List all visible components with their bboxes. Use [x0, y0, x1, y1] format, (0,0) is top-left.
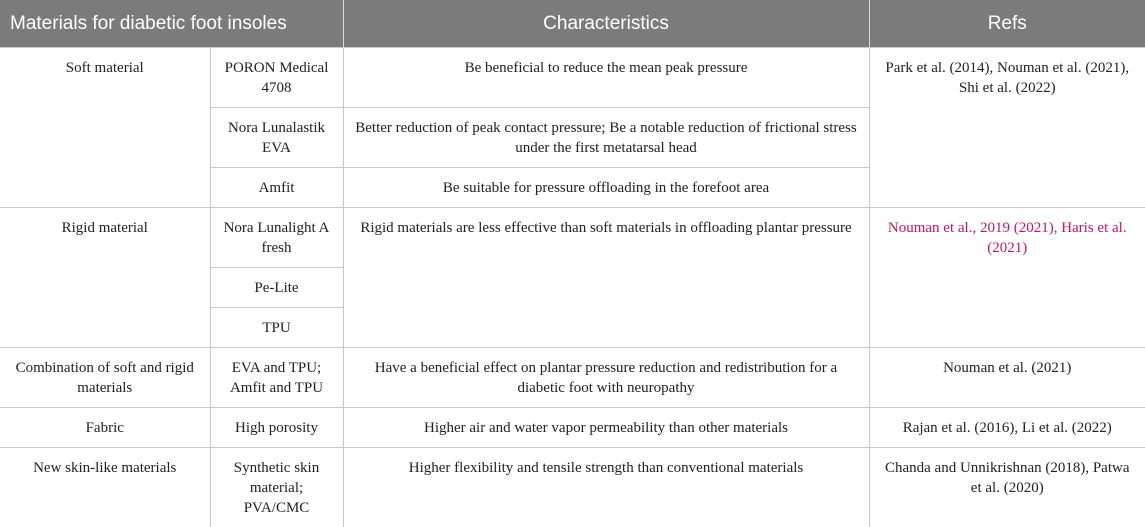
category-cell: New skin-like materials	[0, 448, 210, 527]
characteristic-cell: Rigid materials are less effective than soft materials in offloading plantar pressure	[343, 208, 869, 348]
material-cell: EVA and TPU; Amfit and TPU	[210, 348, 343, 408]
table-row	[0, 408, 1145, 448]
refs-cell: Nouman et al. (2021)	[869, 348, 1145, 408]
material-cell: Pe-Lite	[210, 268, 343, 308]
refs-cell: Park et al. (2014), Nouman et al. (2021), Shi et al. (2022)	[869, 48, 1145, 208]
header-materials: Materials for diabetic foot insoles	[0, 0, 343, 48]
header-characteristics: Characteristics	[343, 0, 869, 48]
refs-link[interactable]: Nouman et al., 2019 (2021), Haris et al. (2021)	[869, 208, 1145, 348]
category-cell: Rigid material	[0, 208, 210, 348]
material-cell: Synthetic skin material; PVA/CMC	[210, 448, 343, 527]
material-cell: Nora Lunalastik EVA	[210, 108, 343, 168]
table-row	[0, 348, 1145, 408]
category-cell: Combination of soft and rigid materials	[0, 348, 210, 408]
characteristic-cell: Higher flexibility and tensile strength than conventional materials	[343, 448, 869, 527]
table-row	[0, 448, 1145, 527]
refs-cell: Rajan et al. (2016), Li et al. (2022)	[869, 408, 1145, 448]
characteristic-cell: Have a beneficial effect on plantar pressure reduction and redistribution for a diabetic foot with neuropathy	[343, 348, 869, 408]
category-cell: Fabric	[0, 408, 210, 448]
characteristic-cell: Be suitable for pressure offloading in the forefoot area	[343, 168, 869, 208]
material-cell: PORON Medical 4708	[210, 48, 343, 108]
table-row	[0, 208, 1145, 268]
header-refs: Refs	[869, 0, 1145, 48]
refs-cell: Chanda and Unnikrishnan (2018), Patwa et al. (2020)	[869, 448, 1145, 527]
characteristic-cell: Better reduction of peak contact pressure; Be a notable reduction of frictional stress under the first metatarsal head	[343, 108, 869, 168]
material-cell: Nora Lunalight A fresh	[210, 208, 343, 268]
characteristic-cell: Be beneficial to reduce the mean peak pressure	[343, 48, 869, 108]
header-row	[0, 0, 1145, 48]
material-cell: TPU	[210, 308, 343, 348]
material-cell: Amfit	[210, 168, 343, 208]
category-cell: Soft material	[0, 48, 210, 208]
material-cell: High porosity	[210, 408, 343, 448]
table-row	[0, 48, 1145, 108]
characteristic-cell: Higher air and water vapor permeability than other materials	[343, 408, 869, 448]
